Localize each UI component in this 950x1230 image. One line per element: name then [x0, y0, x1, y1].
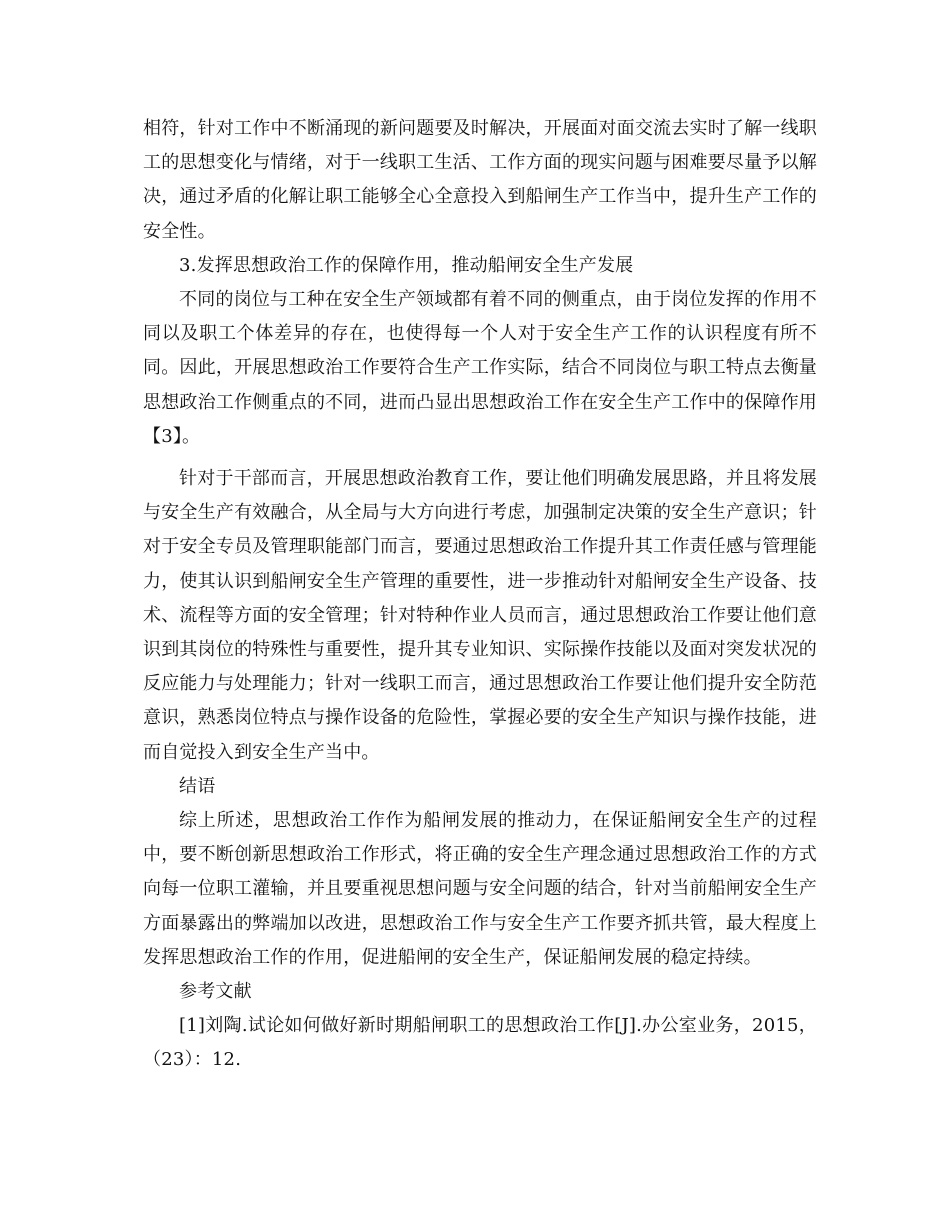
paragraph-continuation: 相符，针对工作中不断涌现的新问题要及时解决，开展面对面交流去实时了解一线职工的思想变化与情绪，对于一线职工生活、工作方面的现实问题与困难要尽量予以解决，通过矛盾的化解让职工能够全心全意投入到船闸生产工作当中，提升生产工作的安全性。: [143, 118, 817, 242]
paragraph-conclusion: 综上所述，思想政治工作作为船闸发展的推动力，在保证船闸安全生产的过程中，要不断创新思想政治工作形式，将正确的安全生产理念通过思想政治工作的方式向每一位职工灌输，并且要重视思想问题与安全问题的结合，针对当前船闸安全生产方面暴露出的弊端加以改进，思想政治工作与安全生产工作要齐抓共管，最大程度上发挥思想政治工作的作用，促进船闸的安全生产，保证船闸发展的稳定持续。: [143, 810, 817, 968]
references-heading: 参考文献: [179, 981, 252, 1003]
paragraph-positions-differences: 不同的岗位与工种在安全生产领域都有着不同的侧重点，由于岗位发挥的作用不同以及职工个体差异的存在，也使得每一个人对于安全生产工作的认识程度有所不同。因此，开展思想政治工作要符合生产工作实际，结合不同岗位与职工特点去衡量思想政治工作侧重点的不同，进而凸显出思想政治工作在安全生产工作中的保障作用【3】。: [143, 289, 817, 447]
section-heading-3: 3.发挥思想政治工作的保障作用，推动船闸安全生产发展: [179, 254, 634, 276]
document-body: [143, 112, 817, 1078]
reference-item-1: [1]刘陶.试论如何做好新时期船闸职工的思想政治工作[J].办公室业务，2015，（23）：12.: [143, 1015, 817, 1071]
paragraph-spacer: [143, 454, 817, 462]
paragraph-target-groups: 针对于干部而言，开展思想政治教育工作，要让他们明确发展思路，并且将发展与安全生产有效融合，从全局与大方向进行考虑，加强制定决策的安全生产意识；针对于安全专员及管理职能部门而言，要通过思想政治工作提升其工作责任感与管理能力，使其认识到船闸安全生产管理的重要性，进一步推动针对船闸安全生产设备、技术、流程等方面的安全管理；针对特种作业人员而言，通过思想政治工作要让他们意识到其岗位的特殊性与重要性，提升其专业知识、实际操作技能以及面对突发状况的反应能力与处理能力；针对一线职工而言，通过思想政治工作要让他们提升安全防范意识，熟悉岗位特点与操作设备的危险性，掌握必要的安全生产知识与操作技能，进而自觉投入到安全生产当中。: [143, 468, 817, 763]
conclusion-heading: 结语: [179, 775, 216, 797]
